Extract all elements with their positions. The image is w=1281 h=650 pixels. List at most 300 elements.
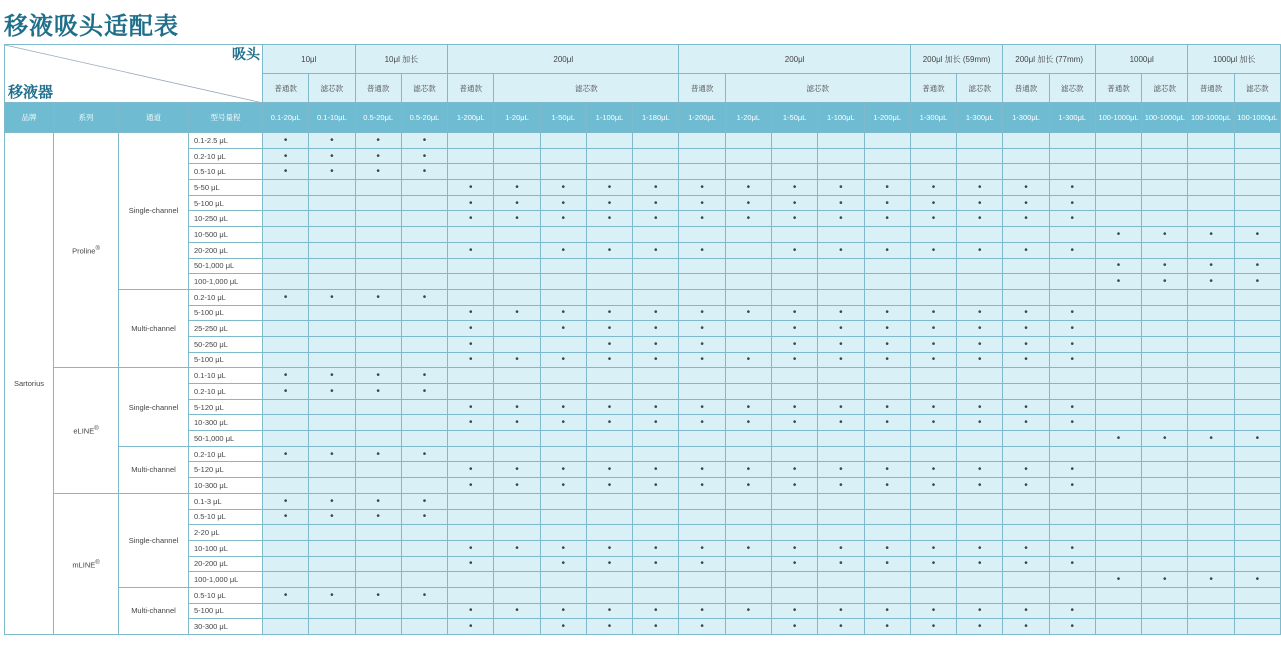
compatible-mark: • (1049, 540, 1095, 556)
empty-cell (1188, 415, 1234, 431)
compatible-mark: • (1142, 258, 1188, 274)
empty-cell (771, 148, 817, 164)
empty-cell (864, 587, 910, 603)
compatible-mark: • (1049, 556, 1095, 572)
compatible-mark: • (1003, 211, 1049, 227)
compatible-mark: • (771, 540, 817, 556)
empty-cell (355, 540, 401, 556)
tip-range-header: 0.1-20μL (263, 103, 309, 133)
table-row (5, 431, 1281, 447)
compatible-mark: • (771, 180, 817, 196)
empty-cell (1095, 587, 1141, 603)
empty-cell (1234, 289, 1280, 305)
empty-cell (309, 336, 355, 352)
compatible-mark: • (633, 540, 679, 556)
empty-cell (494, 148, 540, 164)
tip-type-header: 滤芯款 (401, 74, 447, 103)
empty-cell (494, 525, 540, 541)
table-row (5, 227, 1281, 243)
empty-cell (1095, 399, 1141, 415)
model-range-cell: 20-200 μL (189, 556, 263, 572)
compatible-mark: • (494, 462, 540, 478)
compatible-mark: • (1188, 258, 1234, 274)
registered-mark: ® (94, 426, 99, 433)
empty-cell (263, 211, 309, 227)
empty-cell (1049, 164, 1095, 180)
empty-cell (401, 336, 447, 352)
compatible-mark: • (725, 352, 771, 368)
compatible-mark: • (309, 289, 355, 305)
empty-cell (818, 525, 864, 541)
empty-cell (910, 384, 956, 400)
empty-cell (864, 133, 910, 149)
empty-cell (355, 415, 401, 431)
tip-range-header: 100-1000μL (1234, 103, 1280, 133)
compatible-mark: • (1003, 336, 1049, 352)
empty-cell (401, 525, 447, 541)
compatible-mark: • (864, 305, 910, 321)
empty-cell (540, 164, 586, 180)
compatible-mark: • (910, 195, 956, 211)
compatible-mark: • (771, 336, 817, 352)
empty-cell (1142, 399, 1188, 415)
empty-cell (586, 493, 632, 509)
tip-type-header: 滤芯款 (725, 74, 910, 103)
compatible-mark: • (1003, 305, 1049, 321)
compatible-mark: • (586, 352, 632, 368)
compatibility-table-wrapper (4, 44, 1281, 635)
empty-cell (1095, 133, 1141, 149)
empty-cell (1049, 525, 1095, 541)
empty-cell (771, 509, 817, 525)
compatible-mark: • (633, 195, 679, 211)
empty-cell (309, 603, 355, 619)
compatible-mark: • (679, 399, 725, 415)
empty-cell (540, 336, 586, 352)
empty-cell (1142, 540, 1188, 556)
empty-cell (586, 133, 632, 149)
empty-cell (1188, 195, 1234, 211)
empty-cell (1095, 619, 1141, 635)
empty-cell (818, 493, 864, 509)
compatible-mark: • (448, 415, 494, 431)
compatible-mark: • (1234, 258, 1280, 274)
empty-cell (864, 493, 910, 509)
empty-cell (494, 556, 540, 572)
empty-cell (263, 195, 309, 211)
compatible-mark: • (771, 242, 817, 258)
compatible-mark: • (633, 336, 679, 352)
empty-cell (309, 415, 355, 431)
compatible-mark: • (401, 164, 447, 180)
empty-cell (1003, 493, 1049, 509)
empty-cell (818, 289, 864, 305)
empty-cell (448, 384, 494, 400)
compatible-mark: • (401, 509, 447, 525)
compatible-mark: • (1003, 556, 1049, 572)
empty-cell (910, 258, 956, 274)
tip-range-header: 1-200μL (679, 103, 725, 133)
compatible-mark: • (633, 399, 679, 415)
empty-cell (494, 619, 540, 635)
empty-cell (1142, 525, 1188, 541)
empty-cell (1188, 336, 1234, 352)
empty-cell (725, 509, 771, 525)
compatible-mark: • (540, 399, 586, 415)
compatible-mark: • (540, 352, 586, 368)
empty-cell (1142, 242, 1188, 258)
compatible-mark: • (448, 180, 494, 196)
model-range-cell: 25-250 μL (189, 321, 263, 337)
empty-cell (1188, 352, 1234, 368)
empty-cell (771, 133, 817, 149)
empty-cell (494, 493, 540, 509)
table-row (5, 242, 1281, 258)
empty-cell (355, 274, 401, 290)
empty-cell (540, 289, 586, 305)
compatible-mark: • (679, 540, 725, 556)
compatible-mark: • (633, 556, 679, 572)
compatible-mark: • (1234, 227, 1280, 243)
empty-cell (864, 164, 910, 180)
empty-cell (586, 368, 632, 384)
empty-cell (309, 556, 355, 572)
empty-cell (1049, 493, 1095, 509)
compatible-mark: • (864, 180, 910, 196)
compatible-mark: • (818, 180, 864, 196)
compatible-mark: • (1234, 431, 1280, 447)
empty-cell (263, 478, 309, 494)
compatible-mark: • (586, 399, 632, 415)
empty-cell (864, 446, 910, 462)
empty-cell (1234, 384, 1280, 400)
compatible-mark: • (1049, 321, 1095, 337)
model-range-cell: 5-50 μL (189, 180, 263, 196)
empty-cell (1095, 336, 1141, 352)
empty-cell (263, 619, 309, 635)
empty-cell (263, 321, 309, 337)
empty-cell (494, 587, 540, 603)
pipette-axis-label: 移液器 (8, 84, 54, 101)
empty-cell (1188, 540, 1234, 556)
empty-cell (910, 446, 956, 462)
empty-cell (448, 587, 494, 603)
model-range-cell: 0.2-10 μL (189, 289, 263, 305)
empty-cell (1142, 556, 1188, 572)
empty-cell (355, 321, 401, 337)
empty-cell (1234, 478, 1280, 494)
compatible-mark: • (494, 415, 540, 431)
empty-cell (725, 164, 771, 180)
empty-cell (448, 368, 494, 384)
empty-cell (263, 525, 309, 541)
series-name: eLINE (73, 426, 95, 436)
compatible-mark: • (494, 540, 540, 556)
tip-group-header: 1000μl (1095, 45, 1188, 74)
empty-cell (263, 572, 309, 588)
model-range-cell: 100-1,000 μL (189, 572, 263, 588)
empty-cell (1142, 352, 1188, 368)
empty-cell (263, 305, 309, 321)
empty-cell (957, 148, 1003, 164)
empty-cell (1234, 556, 1280, 572)
empty-cell (309, 540, 355, 556)
empty-cell (725, 493, 771, 509)
compatible-mark: • (1003, 352, 1049, 368)
empty-cell (957, 274, 1003, 290)
compatible-mark: • (771, 603, 817, 619)
empty-cell (540, 446, 586, 462)
empty-cell (1188, 289, 1234, 305)
empty-cell (401, 180, 447, 196)
header-row-columns (5, 103, 1281, 133)
empty-cell (309, 227, 355, 243)
compatible-mark: • (957, 462, 1003, 478)
compatible-mark: • (771, 619, 817, 635)
compatible-mark: • (818, 619, 864, 635)
empty-cell (1003, 384, 1049, 400)
empty-cell (957, 227, 1003, 243)
compatible-mark: • (448, 305, 494, 321)
empty-cell (864, 572, 910, 588)
compatible-mark: • (540, 603, 586, 619)
model-range-cell: 50-1,000 μL (189, 258, 263, 274)
compatible-mark: • (818, 211, 864, 227)
compatible-mark: • (309, 384, 355, 400)
model-range-cell: 0.5-10 μL (189, 587, 263, 603)
empty-cell (910, 164, 956, 180)
compatible-mark: • (448, 462, 494, 478)
empty-cell (1049, 587, 1095, 603)
empty-cell (679, 148, 725, 164)
empty-cell (494, 227, 540, 243)
empty-cell (1003, 446, 1049, 462)
empty-cell (725, 258, 771, 274)
compatible-mark: • (864, 399, 910, 415)
table-row (5, 446, 1281, 462)
empty-cell (864, 289, 910, 305)
empty-cell (1142, 305, 1188, 321)
empty-cell (401, 211, 447, 227)
tip-type-header: 普通款 (679, 74, 725, 103)
empty-cell (1049, 148, 1095, 164)
empty-cell (1142, 619, 1188, 635)
compatible-mark: • (957, 211, 1003, 227)
model-range-cell: 0.2-10 μL (189, 384, 263, 400)
empty-cell (679, 258, 725, 274)
compatible-mark: • (586, 603, 632, 619)
empty-cell (771, 525, 817, 541)
empty-cell (633, 227, 679, 243)
empty-cell (725, 148, 771, 164)
compatible-mark: • (355, 384, 401, 400)
empty-cell (633, 587, 679, 603)
empty-cell (910, 274, 956, 290)
empty-cell (725, 446, 771, 462)
empty-cell (1095, 164, 1141, 180)
empty-cell (355, 227, 401, 243)
empty-cell (1234, 195, 1280, 211)
empty-cell (679, 509, 725, 525)
compatible-mark: • (679, 336, 725, 352)
empty-cell (910, 289, 956, 305)
empty-cell (957, 525, 1003, 541)
empty-cell (818, 368, 864, 384)
compatible-mark: • (725, 415, 771, 431)
empty-cell (725, 572, 771, 588)
empty-cell (910, 148, 956, 164)
tip-group-header: 10μl (263, 45, 356, 74)
empty-cell (1003, 164, 1049, 180)
compatible-mark: • (494, 399, 540, 415)
empty-cell (309, 242, 355, 258)
compatible-mark: • (448, 603, 494, 619)
empty-cell (771, 164, 817, 180)
empty-cell (1188, 321, 1234, 337)
compatible-mark: • (864, 242, 910, 258)
compatible-mark: • (910, 321, 956, 337)
compatible-mark: • (633, 619, 679, 635)
compatible-mark: • (401, 446, 447, 462)
compatible-mark: • (494, 478, 540, 494)
empty-cell (401, 478, 447, 494)
empty-cell (1003, 368, 1049, 384)
tip-type-header: 普通款 (1188, 74, 1234, 103)
tip-group-header: 200μl (679, 45, 910, 74)
empty-cell (355, 399, 401, 415)
empty-cell (1049, 227, 1095, 243)
empty-cell (1188, 525, 1234, 541)
empty-cell (633, 368, 679, 384)
empty-cell (494, 258, 540, 274)
compatible-mark: • (725, 211, 771, 227)
empty-cell (586, 572, 632, 588)
compatible-mark: • (679, 321, 725, 337)
empty-cell (771, 368, 817, 384)
compatible-mark: • (309, 368, 355, 384)
empty-cell (540, 133, 586, 149)
table-row (5, 305, 1281, 321)
empty-cell (864, 509, 910, 525)
empty-cell (540, 431, 586, 447)
table-row (5, 540, 1281, 556)
empty-cell (586, 446, 632, 462)
compatible-mark: • (679, 462, 725, 478)
compatible-mark: • (1188, 274, 1234, 290)
tip-range-header: 100-1000μL (1188, 103, 1234, 133)
empty-cell (263, 352, 309, 368)
empty-cell (1234, 619, 1280, 635)
compatible-mark: • (494, 305, 540, 321)
empty-cell (494, 336, 540, 352)
empty-cell (725, 556, 771, 572)
compatible-mark: • (586, 540, 632, 556)
compatible-mark: • (586, 305, 632, 321)
empty-cell (633, 509, 679, 525)
empty-cell (263, 180, 309, 196)
compatible-mark: • (957, 603, 1003, 619)
compatible-mark: • (818, 242, 864, 258)
compatible-mark: • (864, 321, 910, 337)
empty-cell (1234, 587, 1280, 603)
compatible-mark: • (540, 462, 586, 478)
empty-cell (494, 164, 540, 180)
empty-cell (1142, 321, 1188, 337)
compatible-mark: • (263, 133, 309, 149)
empty-cell (540, 148, 586, 164)
empty-cell (309, 211, 355, 227)
empty-cell (957, 587, 1003, 603)
empty-cell (633, 525, 679, 541)
empty-cell (540, 572, 586, 588)
model-range-cell: 0.5-10 μL (189, 509, 263, 525)
empty-cell (1234, 336, 1280, 352)
empty-cell (448, 572, 494, 588)
empty-cell (1234, 148, 1280, 164)
empty-cell (1188, 368, 1234, 384)
compatible-mark: • (1049, 336, 1095, 352)
empty-cell (910, 572, 956, 588)
compatible-mark: • (818, 195, 864, 211)
model-range-cell: 5-120 μL (189, 462, 263, 478)
empty-cell (1095, 352, 1141, 368)
compatible-mark: • (818, 352, 864, 368)
empty-cell (1188, 384, 1234, 400)
compatible-mark: • (818, 336, 864, 352)
compatible-mark: • (1003, 415, 1049, 431)
empty-cell (1095, 148, 1141, 164)
tip-type-header: 滤芯款 (1049, 74, 1095, 103)
compatible-mark: • (864, 462, 910, 478)
tip-range-header: 0.5-20μL (401, 103, 447, 133)
empty-cell (540, 509, 586, 525)
empty-cell (633, 164, 679, 180)
empty-cell (494, 446, 540, 462)
compatible-mark: • (494, 180, 540, 196)
compatible-mark: • (725, 180, 771, 196)
col-header-channel: 通道 (119, 103, 189, 133)
model-range-cell: 5-100 μL (189, 603, 263, 619)
empty-cell (633, 431, 679, 447)
compatible-mark: • (1049, 180, 1095, 196)
empty-cell (1003, 525, 1049, 541)
empty-cell (263, 540, 309, 556)
empty-cell (1142, 164, 1188, 180)
empty-cell (1234, 446, 1280, 462)
empty-cell (448, 227, 494, 243)
compatible-mark: • (355, 133, 401, 149)
tip-group-header: 200μl 加长 (59mm) (910, 45, 1003, 74)
empty-cell (1188, 133, 1234, 149)
series-name: mLINE (72, 560, 96, 570)
compatible-mark: • (355, 509, 401, 525)
compatible-mark: • (540, 211, 586, 227)
compatible-mark: • (818, 321, 864, 337)
compatible-mark: • (263, 148, 309, 164)
empty-cell (355, 242, 401, 258)
empty-cell (1142, 509, 1188, 525)
compatible-mark: • (540, 556, 586, 572)
compatible-mark: • (355, 587, 401, 603)
empty-cell (1142, 289, 1188, 305)
empty-cell (1188, 587, 1234, 603)
tip-compatibility-table (4, 44, 1281, 635)
tip-group-header: 200μl (448, 45, 679, 74)
empty-cell (540, 258, 586, 274)
empty-cell (957, 509, 1003, 525)
compatible-mark: • (355, 493, 401, 509)
tip-type-header: 滤芯款 (494, 74, 679, 103)
